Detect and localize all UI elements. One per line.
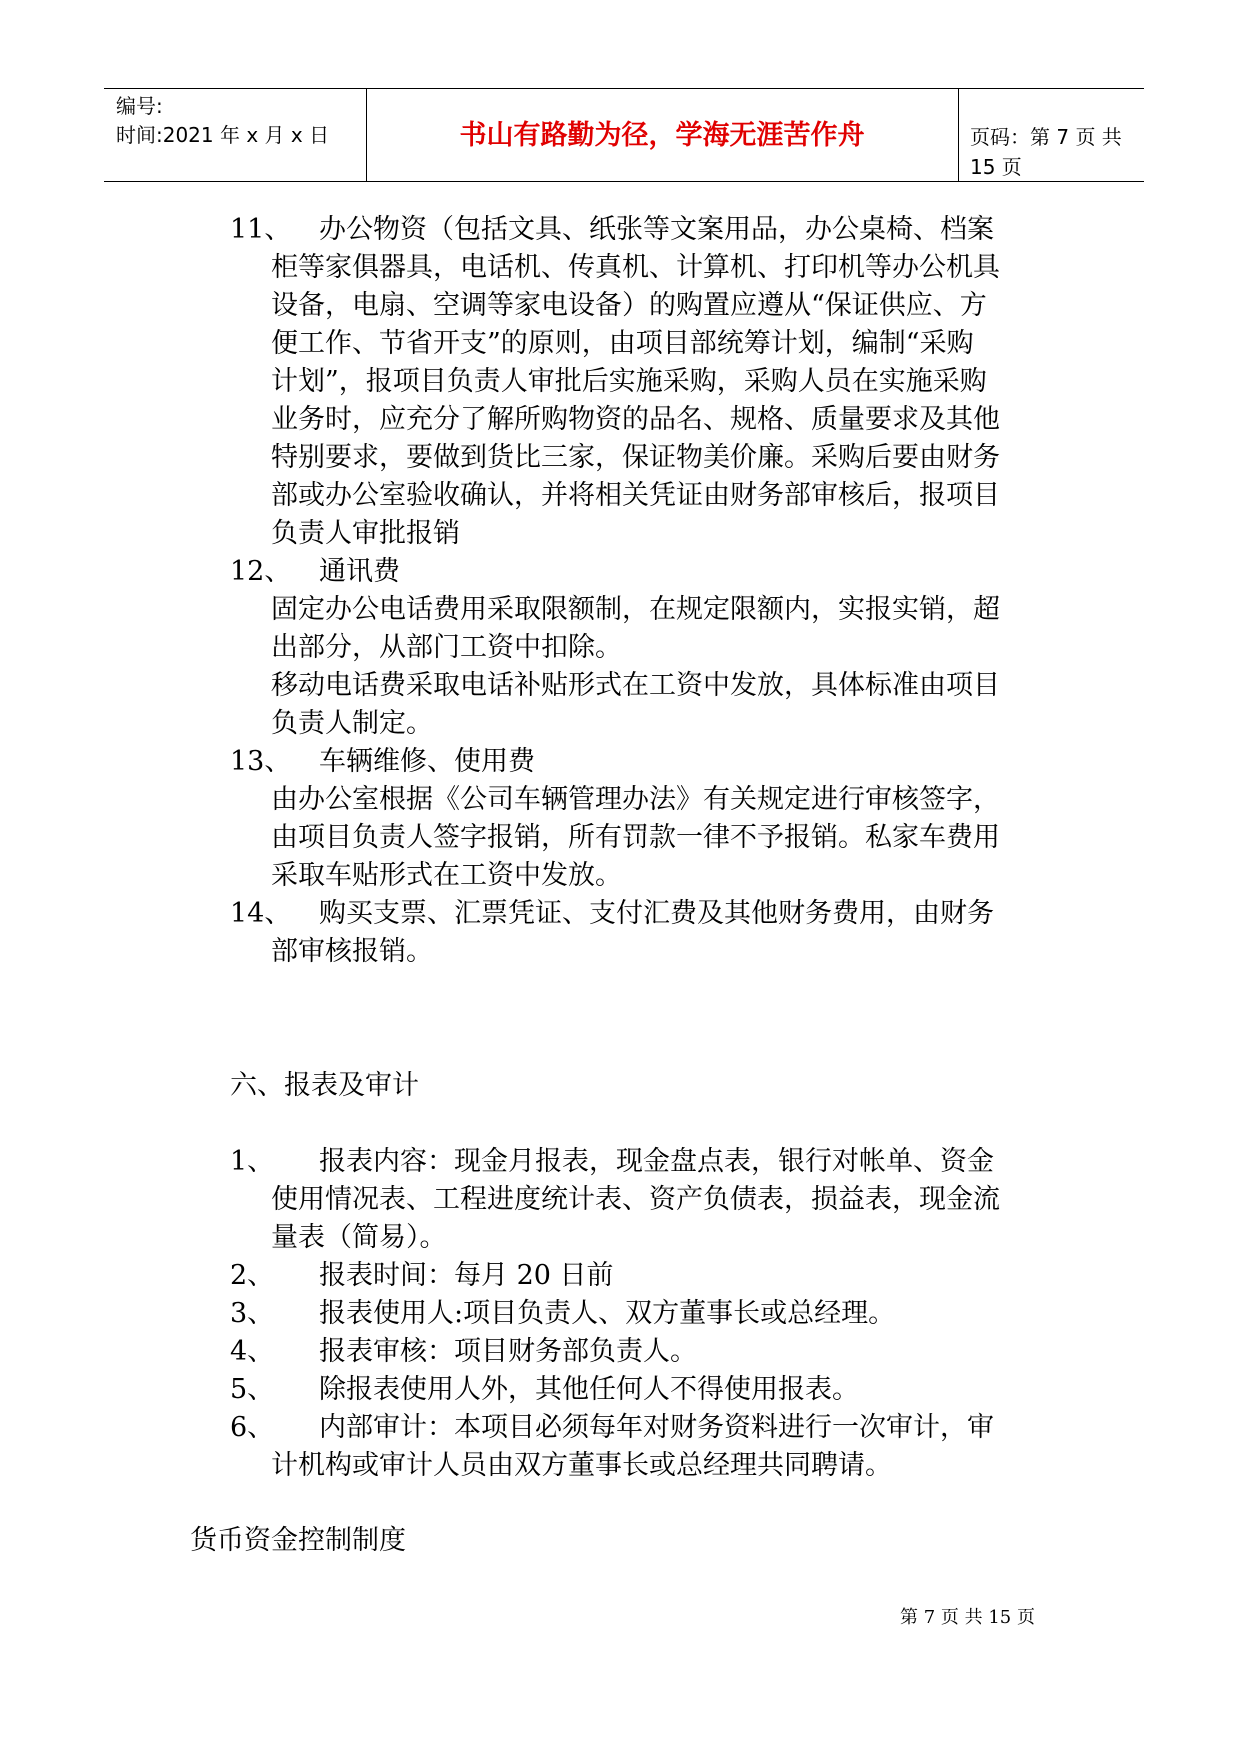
page-header: [104, 88, 1144, 182]
item-text-line: 业务时，应充分了解所购物资的品名、规格、质量要求及其他: [271, 404, 1000, 435]
item-number: 13、: [230, 746, 292, 777]
item-number: 6、: [230, 1412, 275, 1443]
item-text-line: 设备，电扇、空调等家电设备）的购置应遵从“保证供应、方: [271, 290, 987, 321]
item-text-line: 计机构或审计人员由双方董事长或总经理共同聘请。: [271, 1450, 892, 1481]
item-text-line: 便工作、节省开支”的原则，由项目部统筹计划，编制“采购: [271, 328, 974, 359]
item-text-line: 部或办公室验收确认，并将相关凭证由财务部审核后，报项目: [271, 480, 1000, 511]
header-top-rule: [104, 88, 1144, 89]
item-text-line: 负责人审批报销: [271, 518, 460, 549]
item-text-line: 由项目负责人签字报销，所有罚款一律不予报销。私家车费用: [271, 822, 1000, 853]
item-text-line: 内部审计：本项目必须每年对财务资料进行一次审计，审: [319, 1412, 994, 1443]
page-footer: 第 7 页 共 15 页: [900, 1607, 1035, 1628]
time-label: 时间:2021 年 x 月 x 日: [116, 123, 330, 147]
item-number: 3、: [230, 1298, 275, 1329]
item-text-line: 部审核报销。: [271, 936, 433, 967]
item-text-line: 负责人制定。: [271, 708, 433, 739]
item-number: 5、: [230, 1374, 275, 1405]
item-text-line: 固定办公电话费用采取限额制，在规定限额内，实报实销，超: [271, 594, 1000, 625]
item-number: 1、: [230, 1146, 275, 1177]
header-meta: [116, 92, 329, 150]
header-divider-left: [366, 88, 367, 182]
item-text-line: 使用情况表、工程进度统计表、资产负债表，损益表，现金流: [271, 1184, 1000, 1215]
item-text-line: 报表审核：项目财务部负责人。: [319, 1336, 697, 1367]
header-page-label: 页码：第 7 页 共 15 页: [970, 125, 1122, 179]
item-text-line: 采取车贴形式在工资中发放。: [271, 860, 622, 891]
item-number: 12、: [230, 556, 292, 587]
item-text-line: 办公物资（包括文具、纸张等文案用品，办公桌椅、档案: [319, 214, 994, 245]
item-number: 4、: [230, 1336, 275, 1367]
item-text-line: 特别要求，要做到货比三家，保证物美价廉。采购后要由财务: [271, 442, 1000, 473]
item-text-line: 计划”，报项目负责人审批后实施采购，采购人员在实施采购: [271, 366, 987, 397]
item-number: 14、: [230, 898, 292, 929]
item-text-line: 出部分，从部门工资中扣除。: [271, 632, 622, 663]
serial-label: 编号:: [116, 94, 163, 118]
item-text-line: 报表内容：现金月报表，现金盘点表，银行对帐单、资金: [319, 1146, 994, 1177]
item-text-line: 报表时间：每月 20 日前: [319, 1260, 614, 1291]
item-text-line: 购买支票、汇票凭证、支付汇费及其他财务费用，由财务: [319, 898, 994, 929]
item-text-line: 车辆维修、使用费: [319, 746, 535, 777]
section-title: 六、报表及审计: [230, 1070, 419, 1101]
item-number: 11、: [230, 214, 292, 245]
item-text-line: 通讯费: [319, 556, 400, 587]
item-text-line: 报表使用人:项目负责人、双方董事长或总经理。: [319, 1298, 896, 1329]
header-motto: 书山有路勤为径，学海无涯苦作舟: [459, 120, 865, 151]
item-text-line: 柜等家俱器具，电话机、传真机、计算机、打印机等办公机具: [271, 252, 1000, 283]
header-divider-right: [958, 88, 959, 182]
closing-title: 货币资金控制制度: [190, 1525, 406, 1556]
item-text-line: 由办公室根据《公司车辆管理办法》有关规定进行审核签字，: [271, 784, 1000, 815]
item-text-line: 量表（简易）。: [271, 1222, 447, 1253]
item-text-line: 移动电话费采取电话补贴形式在工资中发放，具体标准由项目: [271, 670, 1000, 701]
item-text-line: 除报表使用人外，其他任何人不得使用报表。: [319, 1374, 859, 1405]
item-number: 2、: [230, 1260, 275, 1291]
